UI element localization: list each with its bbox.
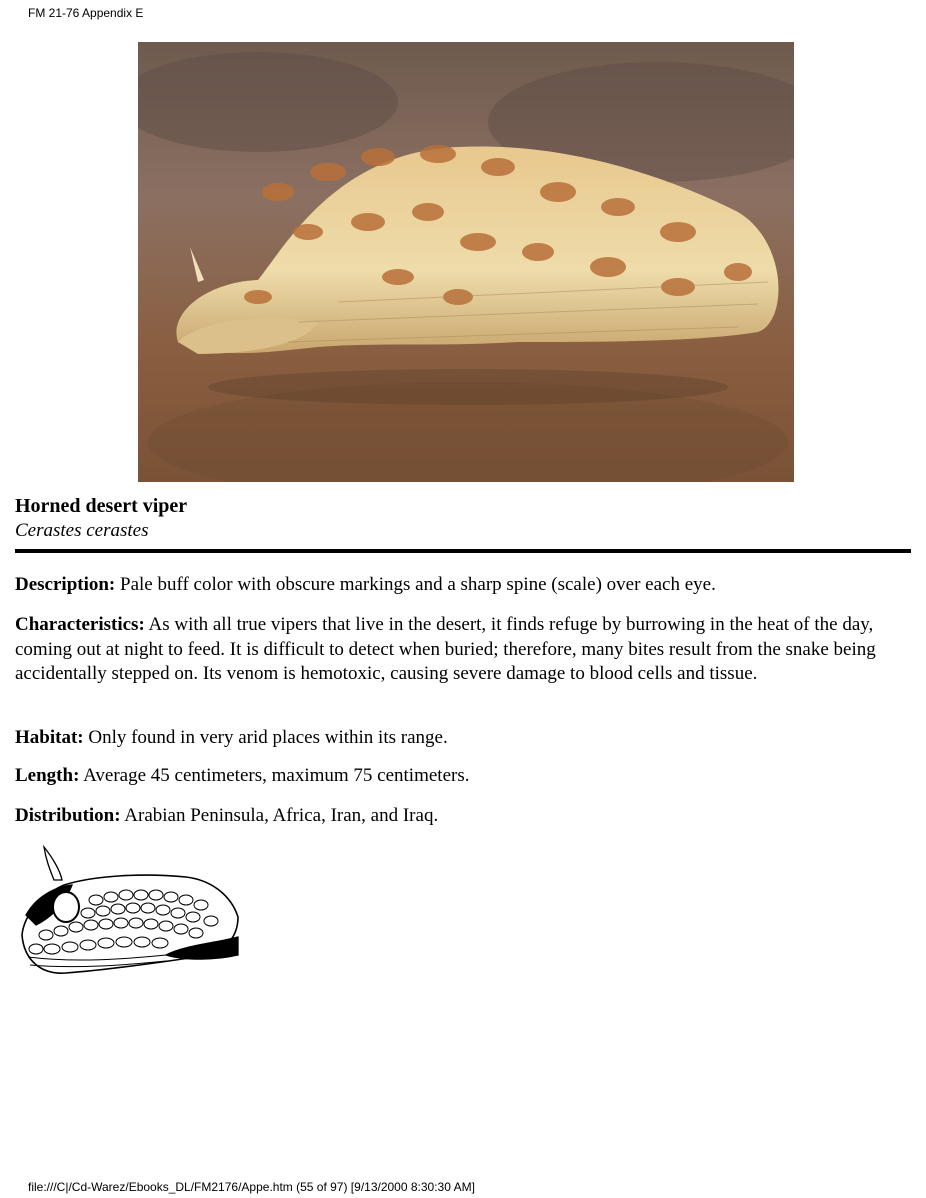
description-label: Description: — [15, 574, 116, 595]
page-header: FM 21-76 Appendix E — [28, 6, 144, 20]
characteristics-paragraph — [15, 613, 911, 687]
distribution-label: Distribution: — [15, 805, 121, 826]
habitat-paragraph — [15, 726, 911, 751]
description-text: Pale buff color with obscure markings and a sharp spine (scale) over each eye. — [120, 574, 716, 595]
characteristics-label: Characteristics: — [15, 614, 145, 635]
section-divider — [15, 549, 911, 553]
habitat-label: Habitat: — [15, 727, 84, 748]
viper-head-sketch — [16, 845, 242, 981]
viper-photo — [138, 42, 794, 482]
species-scientific-name: Cerastes cerastes — [15, 520, 149, 541]
habitat-text: Only found in very arid places within its range. — [88, 727, 448, 748]
length-paragraph — [15, 764, 911, 789]
species-common-name: Horned desert viper — [15, 495, 188, 517]
length-label: Length: — [15, 765, 80, 786]
page-footer: file:///C|/Cd-Warez/Ebooks_DL/FM2176/Appe.htm (55 of 97) [9/13/2000 8:30:30 AM] — [28, 1180, 475, 1194]
distribution-text: Arabian Peninsula, Africa, Iran, and Iraq. — [124, 805, 439, 826]
distribution-paragraph — [15, 804, 911, 829]
description-paragraph — [15, 573, 911, 598]
length-text: Average 45 centimeters, maximum 75 centimeters. — [83, 765, 470, 786]
characteristics-text: As with all true vipers that live in the desert, it finds refuge by burrowing in the heat of the day, coming out at night to feed. It is difficult to detect when buried; therefore, many bites result from the snake being accidentally stepped on. Its venom is hemotoxic, causing severe damage to blood cells and tissue. — [15, 614, 876, 684]
